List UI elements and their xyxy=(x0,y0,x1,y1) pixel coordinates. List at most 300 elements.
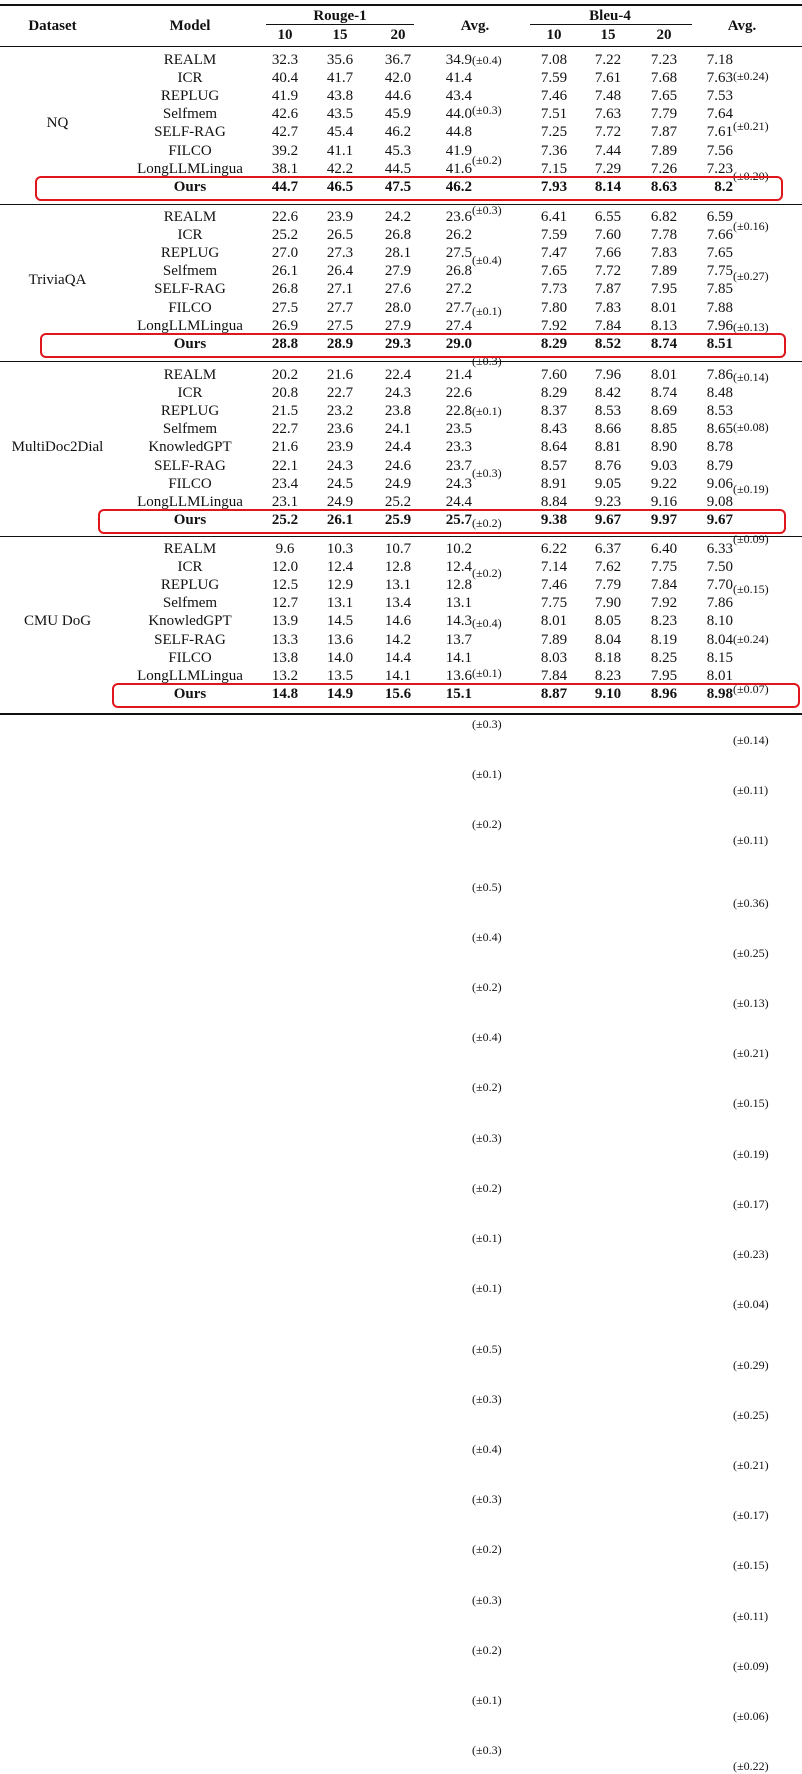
metric-value: 9.6 xyxy=(275,541,295,557)
metric-value: 7.63 xyxy=(594,106,622,123)
metric-value: 9.06 xyxy=(706,475,733,492)
std-dev: (±0.36) xyxy=(733,896,769,910)
std-dev: (±0.09) xyxy=(733,1658,769,1673)
metric-value: 22.8 xyxy=(445,403,472,420)
metric-value: 8.76 xyxy=(594,457,622,474)
metric-value: 22.6 xyxy=(445,385,472,402)
std-dev: (±0.1) xyxy=(472,1280,502,1295)
std-dev: (±0.07) xyxy=(733,682,769,697)
metric-value: 13.7 xyxy=(445,631,472,648)
metric-value: 14.2 xyxy=(384,631,412,648)
metric-value: 24.9 xyxy=(326,493,354,510)
metric-value: 7.89 xyxy=(650,142,678,159)
metric-value: 13.6 xyxy=(445,667,472,684)
std-dev: (±0.27) xyxy=(733,269,769,284)
model-name: FILCO xyxy=(168,299,212,316)
metric-value: 7.75 xyxy=(540,595,568,612)
std-dev: (±0.15) xyxy=(733,582,769,597)
metric-value: 7.65 xyxy=(540,263,568,280)
std-dev: (±0.13) xyxy=(733,319,769,334)
std-dev: (±0.1) xyxy=(472,403,502,418)
std-dev: (±0.2) xyxy=(472,566,502,581)
metric-value: 7.79 xyxy=(650,106,678,123)
metric-value: 10.2 xyxy=(445,541,472,557)
model-name: KnowledGPT xyxy=(148,439,232,456)
metric-value: 9.10 xyxy=(594,685,622,702)
metric-value: 27.7 xyxy=(326,299,354,316)
metric-value: 23.5 xyxy=(445,421,472,438)
metric-value: 8.90 xyxy=(650,439,678,456)
dataset-label: NQ xyxy=(46,115,69,132)
metric-value: 9.08 xyxy=(706,493,733,510)
model-name: Ours xyxy=(173,685,207,702)
metric-value: 44.6 xyxy=(384,88,412,105)
std-dev: (±0.13) xyxy=(733,996,769,1011)
metric-value: 8.13 xyxy=(650,317,678,334)
std-dev: (±0.04) xyxy=(733,1296,769,1311)
metric-value: 41.9 xyxy=(445,142,472,159)
metric-value: 41.1 xyxy=(326,142,354,159)
metric-value: 8.04 xyxy=(594,631,622,648)
metric-value: 21.5 xyxy=(271,403,299,420)
std-dev: (±0.21) xyxy=(733,119,769,134)
model-name: SELF-RAG xyxy=(154,281,226,298)
std-dev: (±0.3) xyxy=(472,1492,502,1507)
std-dev: (±0.20) xyxy=(733,169,769,184)
metric-value: 8.03 xyxy=(540,649,568,666)
metric-value: 8.01 xyxy=(650,367,678,383)
group-separator xyxy=(0,204,802,205)
subheader: Avg. xyxy=(460,18,490,34)
metric-value: 21.6 xyxy=(326,367,354,383)
std-dev: (±0.1) xyxy=(472,1230,502,1245)
subheader: 15 xyxy=(332,27,348,43)
std-dev: (±0.1) xyxy=(472,666,502,681)
std-dev: (±0.4) xyxy=(472,1442,502,1457)
metric-value: 7.63 xyxy=(706,70,733,87)
std-dev: (±0.3) xyxy=(472,1742,502,1757)
metric-value: 8.87 xyxy=(540,685,568,702)
metric-value: 42.0 xyxy=(384,70,412,87)
metric-value: 9.16 xyxy=(650,493,678,510)
metric-value: 27.5 xyxy=(326,317,354,334)
metric-value: 6.40 xyxy=(650,541,678,557)
metric-value: 7.60 xyxy=(594,227,622,244)
metric-value: 7.89 xyxy=(650,263,678,280)
metric-value: 10.3 xyxy=(326,541,354,557)
metric-value: 8.53 xyxy=(594,403,622,420)
std-dev: (±0.09) xyxy=(733,532,769,547)
metric-value: 7.84 xyxy=(650,577,678,594)
metric-value: 44.0 xyxy=(445,106,472,123)
metric-value: 25.2 xyxy=(384,493,412,510)
subheader: 15 xyxy=(600,27,616,43)
highlight-box xyxy=(98,509,786,534)
model-name: REALM xyxy=(163,209,217,225)
metric-value: 46.2 xyxy=(384,124,412,141)
metric-value: 8.91 xyxy=(540,475,568,492)
metric-value: 8.81 xyxy=(594,439,622,456)
metric-value: 8.04 xyxy=(706,631,733,648)
metric-value: 8.79 xyxy=(706,457,733,474)
metric-value: 21.4 xyxy=(445,367,472,383)
metric-value: 6.59 xyxy=(706,209,733,225)
std-dev: (±0.19) xyxy=(733,1146,769,1161)
metric-value: 27.3 xyxy=(326,245,354,262)
std-dev: (±0.2) xyxy=(472,516,502,531)
metric-value: 7.92 xyxy=(650,595,678,612)
metric-value: 7.59 xyxy=(540,70,568,87)
metric-value: 14.9 xyxy=(326,685,354,702)
metric-value: 25.9 xyxy=(384,511,412,528)
metric-value: 8.2 xyxy=(714,178,733,195)
group-separator xyxy=(0,361,802,362)
model-name: REPLUG xyxy=(160,403,220,420)
metric-value: 7.86 xyxy=(706,595,733,612)
metric-value: 14.5 xyxy=(326,613,354,630)
std-dev: (±0.3) xyxy=(472,1130,502,1145)
std-dev: (±0.19) xyxy=(733,482,769,496)
metric-value: 12.5 xyxy=(271,577,299,594)
metric-value: 27.4 xyxy=(445,317,472,334)
std-dev: (±0.2) xyxy=(472,1542,502,1557)
std-dev: (±0.08) xyxy=(733,419,769,434)
metric-value: 27.2 xyxy=(445,281,472,298)
metric-value: 14.4 xyxy=(384,649,412,666)
metric-value: 7.65 xyxy=(650,88,678,105)
metric-value: 8.78 xyxy=(706,439,733,456)
metric-value: 7.79 xyxy=(594,577,622,594)
metric-value: 7.62 xyxy=(594,559,622,576)
metric-value: 28.0 xyxy=(384,299,412,316)
metric-value: 22.1 xyxy=(271,457,299,474)
metric-value: 28.8 xyxy=(271,335,299,352)
metric-value: 8.57 xyxy=(540,457,568,474)
std-dev: (±0.06) xyxy=(733,1708,769,1723)
metric-value: 7.44 xyxy=(594,142,622,159)
std-dev: (±0.22) xyxy=(733,1758,769,1773)
highlight-box xyxy=(40,333,786,358)
std-dev: (±0.24) xyxy=(733,69,769,83)
top-rule xyxy=(0,4,802,6)
model-name: REALM xyxy=(163,52,217,68)
model-name: LongLLMLingua xyxy=(137,160,243,177)
model-name: LongLLMLingua xyxy=(137,667,243,684)
bottom-rule xyxy=(0,713,802,715)
metric-value: 23.7 xyxy=(445,457,472,474)
metric-value: 13.1 xyxy=(384,577,412,594)
metric-value: 6.22 xyxy=(540,541,568,557)
std-dev: (±0.3) xyxy=(472,203,502,218)
metric-value: 27.1 xyxy=(326,281,354,298)
metric-value: 7.60 xyxy=(540,367,568,383)
metric-value: 29.0 xyxy=(445,335,472,352)
metric-value: 42.6 xyxy=(271,106,299,123)
std-dev: (±0.3) xyxy=(472,466,502,480)
metric-value: 8.74 xyxy=(650,335,678,352)
metric-value: 20.2 xyxy=(271,367,299,383)
metric-value: 8.74 xyxy=(650,385,678,402)
metric-value: 28.1 xyxy=(384,245,412,262)
model-name: Selfmem xyxy=(162,595,218,612)
metric-value: 7.51 xyxy=(540,106,568,123)
std-dev: (±0.2) xyxy=(472,1180,502,1195)
metric-value: 7.95 xyxy=(650,281,678,298)
metric-value: 7.84 xyxy=(540,667,568,684)
metric-value: 12.0 xyxy=(271,559,299,576)
metric-value: 7.96 xyxy=(594,367,622,383)
metric-value: 41.4 xyxy=(445,70,472,87)
std-dev: (±0.2) xyxy=(472,1080,502,1095)
metric-value: 24.9 xyxy=(384,475,412,492)
metric-value: 7.15 xyxy=(540,160,568,177)
metric-value: 20.8 xyxy=(271,385,299,402)
header-rule xyxy=(0,46,802,47)
metric-value: 23.6 xyxy=(445,209,472,225)
dataset-label: TriviaQA xyxy=(28,272,87,289)
metric-value: 23.8 xyxy=(384,403,412,420)
metric-value: 7.73 xyxy=(540,281,568,298)
std-dev: (±0.4) xyxy=(472,616,502,631)
metric-value: 7.64 xyxy=(706,106,733,123)
model-name: REALM xyxy=(163,367,217,383)
metric-value: 24.6 xyxy=(384,457,412,474)
metric-value: 8.23 xyxy=(650,613,678,630)
group-separator xyxy=(0,536,802,537)
metric-value: 26.1 xyxy=(271,263,299,280)
model-name: REPLUG xyxy=(160,88,220,105)
metric-value: 12.9 xyxy=(326,577,354,594)
model-name: ICR xyxy=(177,385,203,402)
model-name: ICR xyxy=(177,559,203,576)
metric-value: 9.05 xyxy=(594,475,622,492)
metric-value: 24.1 xyxy=(384,421,412,438)
metric-value: 40.4 xyxy=(271,70,299,87)
metric-value: 26.8 xyxy=(445,263,472,280)
std-dev: (±0.14) xyxy=(733,732,769,747)
metric-value: 27.5 xyxy=(445,245,472,262)
metric-value: 6.33 xyxy=(706,541,733,557)
metric-value: 15.6 xyxy=(384,685,412,702)
metric-value: 8.01 xyxy=(650,299,678,316)
metric-value: 24.2 xyxy=(384,209,412,225)
std-dev: (±0.2) xyxy=(472,816,502,831)
std-dev: (±0.16) xyxy=(733,219,769,234)
metric-value: 13.9 xyxy=(271,613,299,630)
metric-value: 7.65 xyxy=(706,245,733,262)
std-dev: (±0.11) xyxy=(733,832,769,847)
metric-value: 38.1 xyxy=(271,160,299,177)
metric-value: 43.5 xyxy=(326,106,354,123)
metric-value: 8.10 xyxy=(706,613,733,630)
model-name: KnowledGPT xyxy=(148,613,232,630)
metric-value: 23.2 xyxy=(326,403,354,420)
metric-value: 7.83 xyxy=(594,299,622,316)
std-dev: (±0.4) xyxy=(472,1030,502,1045)
metric-value: 27.9 xyxy=(384,263,412,280)
metric-value: 8.66 xyxy=(594,421,622,438)
metric-value: 36.7 xyxy=(384,52,412,68)
metric-value: 7.46 xyxy=(540,577,568,594)
metric-value: 8.42 xyxy=(594,385,622,402)
model-name: Selfmem xyxy=(162,106,218,123)
model-name: LongLLMLingua xyxy=(137,493,243,510)
metric-value: 13.1 xyxy=(445,595,472,612)
metric-value: 7.95 xyxy=(650,667,678,684)
metric-value: 41.6 xyxy=(445,160,472,177)
metric-value: 44.7 xyxy=(271,178,299,195)
metric-value: 44.8 xyxy=(445,124,472,141)
metric-value: 26.2 xyxy=(445,227,472,244)
metric-value: 12.4 xyxy=(326,559,354,576)
dataset-label: MultiDoc2Dial xyxy=(11,439,104,456)
model-name: SELF-RAG xyxy=(154,457,226,474)
metric-value: 8.84 xyxy=(540,493,568,510)
metric-value: 7.96 xyxy=(706,317,733,334)
metric-value: 26.4 xyxy=(326,263,354,280)
metric-value: 23.3 xyxy=(445,439,472,456)
metric-value: 12.8 xyxy=(384,559,412,576)
metric-value: 7.23 xyxy=(706,160,733,177)
std-dev: (±0.24) xyxy=(733,632,769,647)
std-dev: (±0.4) xyxy=(472,253,502,268)
metric-value: 8.53 xyxy=(706,403,733,420)
metric-value: 23.4 xyxy=(271,475,299,492)
metric-value: 8.29 xyxy=(540,385,568,402)
metric-value: 15.1 xyxy=(445,685,472,702)
metric-value: 7.61 xyxy=(706,124,733,141)
metric-value: 8.29 xyxy=(540,335,568,352)
metric-value: 41.7 xyxy=(326,70,354,87)
metric-value: 7.66 xyxy=(706,227,733,244)
metric-value: 34.9 xyxy=(445,52,472,68)
std-dev: (±0.5) xyxy=(472,1342,502,1356)
std-dev: (±0.3) xyxy=(472,353,502,368)
metric-value: 7.93 xyxy=(540,178,568,195)
header-model: Model xyxy=(169,18,211,34)
metric-value: 13.3 xyxy=(271,631,299,648)
std-dev: (±0.3) xyxy=(472,1392,502,1407)
metric-value: 8.14 xyxy=(594,178,622,195)
model-name: REALM xyxy=(163,541,217,557)
metric-value: 46.2 xyxy=(445,178,472,195)
std-dev: (±0.23) xyxy=(733,1246,769,1261)
metric-value: 43.8 xyxy=(326,88,354,105)
metric-value: 28.9 xyxy=(326,335,354,352)
std-dev: (±0.21) xyxy=(733,1458,769,1473)
std-dev: (±0.2) xyxy=(472,1642,502,1657)
metric-value: 9.22 xyxy=(650,475,678,492)
metric-value: 8.01 xyxy=(540,613,568,630)
metric-value: 45.4 xyxy=(326,124,354,141)
metric-value: 8.05 xyxy=(594,613,622,630)
std-dev: (±0.15) xyxy=(733,1558,769,1573)
metric-value: 14.3 xyxy=(445,613,472,630)
metric-value: 8.98 xyxy=(706,685,733,702)
metric-value: 7.80 xyxy=(540,299,568,316)
metric-value: 22.7 xyxy=(271,421,299,438)
metric-value: 8.51 xyxy=(706,335,733,352)
std-dev: (±0.3) xyxy=(472,1592,502,1607)
metric-value: 8.63 xyxy=(650,178,678,195)
std-dev: (±0.5) xyxy=(472,880,502,894)
std-dev: (±0.15) xyxy=(733,1096,769,1111)
subheader: Avg. xyxy=(727,18,757,34)
metric-value: 9.97 xyxy=(650,511,678,528)
metric-value: 26.8 xyxy=(384,227,412,244)
metric-value: 7.87 xyxy=(594,281,622,298)
metric-value: 7.23 xyxy=(650,52,678,68)
metric-value: 7.14 xyxy=(540,559,568,576)
metric-value: 24.3 xyxy=(384,385,412,402)
metric-value: 8.37 xyxy=(540,403,568,420)
metric-value: 8.01 xyxy=(706,667,733,684)
metric-value: 8.64 xyxy=(540,439,568,456)
metric-value: 7.86 xyxy=(706,367,733,383)
bleu-underline xyxy=(530,24,692,25)
metric-value: 32.3 xyxy=(271,52,299,68)
std-dev: (±0.1) xyxy=(472,303,502,318)
metric-value: 8.96 xyxy=(650,685,678,702)
metric-value: 7.90 xyxy=(594,595,622,612)
metric-value: 26.1 xyxy=(326,511,354,528)
metric-value: 35.6 xyxy=(326,52,354,68)
metric-value: 45.3 xyxy=(384,142,412,159)
metric-value: 13.6 xyxy=(326,631,354,648)
metric-value: 24.3 xyxy=(445,475,472,492)
metric-value: 7.25 xyxy=(540,124,568,141)
header-dataset: Dataset xyxy=(28,18,77,34)
metric-value: 13.1 xyxy=(326,595,354,612)
metric-value: 24.4 xyxy=(384,439,412,456)
model-name: REPLUG xyxy=(160,577,220,594)
metric-value: 7.61 xyxy=(594,70,622,87)
metric-value: 7.59 xyxy=(540,227,568,244)
dataset-label: CMU DoG xyxy=(23,613,92,630)
model-name: Selfmem xyxy=(162,421,218,438)
std-dev: (±0.1) xyxy=(472,1692,502,1707)
metric-value: 26.8 xyxy=(271,281,299,298)
metric-value: 26.9 xyxy=(271,317,299,334)
metric-value: 7.26 xyxy=(650,160,678,177)
metric-value: 27.7 xyxy=(445,299,472,316)
metric-value: 27.0 xyxy=(271,245,299,262)
metric-value: 7.08 xyxy=(540,52,568,68)
model-name: Ours xyxy=(173,511,207,528)
metric-value: 6.55 xyxy=(594,209,622,225)
metric-value: 7.89 xyxy=(540,631,568,648)
std-dev: (±0.17) xyxy=(733,1196,769,1211)
metric-value: 7.47 xyxy=(540,245,568,262)
metric-value: 21.6 xyxy=(271,439,299,456)
metric-value: 9.67 xyxy=(594,511,622,528)
model-name: Selfmem xyxy=(162,263,218,280)
header-rouge: Rouge-1 xyxy=(313,8,367,24)
metric-value: 41.9 xyxy=(271,88,299,105)
metric-value: 14.6 xyxy=(384,613,412,630)
metric-value: 44.5 xyxy=(384,160,412,177)
metric-value: 29.3 xyxy=(384,335,412,352)
model-name: FILCO xyxy=(168,142,212,159)
model-name: Ours xyxy=(173,335,207,352)
metric-value: 7.83 xyxy=(650,245,678,262)
metric-value: 13.8 xyxy=(271,649,299,666)
std-dev: (±0.11) xyxy=(733,782,769,797)
metric-value: 7.48 xyxy=(594,88,622,105)
std-dev: (±0.17) xyxy=(733,1508,769,1523)
metric-value: 8.43 xyxy=(540,421,568,438)
metric-value: 42.2 xyxy=(326,160,354,177)
